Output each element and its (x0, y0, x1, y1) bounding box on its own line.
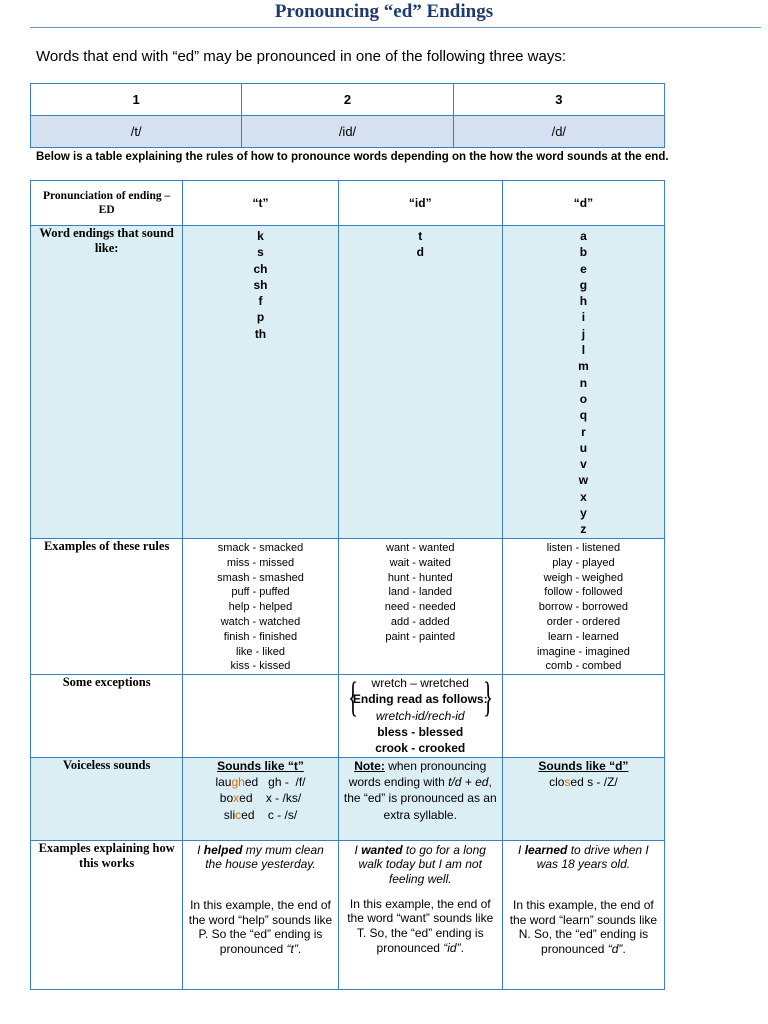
way-number-2: 2 (242, 84, 453, 116)
rules-header-row (31, 181, 665, 226)
way-sound-1: /t/ (31, 116, 242, 148)
list-item: miss - missed (226, 556, 295, 569)
endings-id-list (339, 226, 502, 261)
list-item: land - landed (388, 586, 453, 599)
list-item: m (578, 359, 589, 374)
pronunciation-ways-table (30, 83, 665, 148)
explain-label: Examples explaining how this works (38, 840, 175, 870)
list-item: sh (253, 277, 268, 292)
list-item: th (254, 326, 267, 341)
list-item: hunt - hunted (387, 571, 453, 584)
voiceless-t-heading: Sounds like “t” (217, 758, 304, 773)
list-item: r (581, 424, 586, 439)
voiceless-d-row: closed s - /Z/ (549, 774, 618, 789)
examples-row (31, 539, 665, 675)
list-item: t (418, 229, 423, 243)
exceptions-row (31, 675, 665, 757)
list-item: borrow - borrowed (538, 601, 629, 614)
list-item: h (579, 294, 588, 309)
list-item: need - needed (384, 601, 456, 614)
list-item: watch - watched (220, 615, 301, 628)
list-item: e (580, 261, 587, 276)
list-item: like - liked (236, 645, 285, 658)
voiceless-t-row-1: laughed gh - /f/ (215, 774, 306, 789)
list-item: comb - combed (545, 660, 622, 673)
header-t: “t” (183, 181, 338, 226)
list-item: d (416, 245, 424, 260)
list-item: g (579, 277, 588, 292)
list-item: weigh - weighed (543, 571, 624, 584)
exception-line-1: wretch – wretched (371, 676, 469, 691)
list-item: paint - painted (385, 630, 456, 643)
explain-id-note: In this example, the end of the word “want” sounds like T. So, the “ed” ending is pronounced “id”. (347, 896, 494, 955)
list-item: listen - listened (546, 542, 621, 554)
list-item: f (258, 294, 263, 309)
list-item: o (579, 391, 588, 406)
list-item: k (257, 229, 264, 243)
right-brace: } (482, 675, 493, 722)
exception-line-4: bless - blessed (377, 725, 464, 740)
header-label: Pronunciation of ending – ED (43, 190, 171, 216)
endings-t-list (183, 226, 337, 342)
list-item: play - played (552, 556, 615, 569)
examples-id-list (339, 539, 502, 645)
list-item: smash - smashed (217, 571, 304, 584)
voiceless-row (31, 757, 665, 840)
ways-sound-row (31, 116, 665, 148)
list-item: x (580, 489, 587, 504)
list-item: i (581, 310, 586, 325)
way-sound-2: /id/ (242, 116, 453, 148)
list-item: b (579, 245, 588, 260)
list-item: wait - waited (389, 556, 451, 569)
list-item: finish - finished (223, 630, 298, 643)
exceptions-t-cell (183, 675, 338, 757)
way-number-3: 3 (453, 84, 664, 116)
explain-row (31, 840, 665, 989)
list-item: u (579, 440, 588, 455)
list-item: n (579, 375, 588, 390)
list-item: add - added (390, 615, 450, 628)
list-item: smack - smacked (217, 542, 304, 554)
intro-text: Words that end with “ed” may be pronounced in one of the following three ways: (36, 48, 567, 65)
header-id: “id” (338, 181, 502, 226)
explain-d-sentence: I learned to drive when I was 18 years old. (518, 842, 649, 872)
exceptions-label: Some exceptions (62, 675, 151, 690)
header-d: “d” (502, 181, 664, 226)
rules-table (30, 180, 665, 990)
voiceless-t-row-2: boxed x - /ks/ (219, 791, 302, 806)
explain-d-note: In this example, the end of the word “learn” sounds like N. So, the “ed” ending is pronounced “d”. (509, 898, 658, 957)
list-item: s (257, 245, 264, 260)
table-explanation-text: Below is a table explaining the rules of how to pronounce words depending on the how the word sounds at the end. (36, 151, 669, 163)
explain-id-sentence: I wanted to go for a long walk today but I am not feeling well. (354, 842, 486, 887)
list-item: ch (253, 261, 268, 276)
exception-brace-group (345, 675, 496, 724)
title-divider (30, 27, 761, 28)
list-item: p (256, 310, 265, 325)
list-item: help - helped (228, 601, 293, 614)
exception-line-2: Ending read as follows: (352, 692, 488, 707)
list-item: w (578, 473, 589, 488)
examples-t-list (183, 539, 337, 674)
list-item: learn - learned (547, 630, 619, 643)
list-item: follow - followed (544, 586, 623, 599)
voiceless-t-row-3: sliced c - /s/ (223, 807, 298, 822)
page-title: Pronouncing “ed” Endings (274, 1, 494, 22)
examples-d-list (503, 539, 664, 674)
voiceless-id-note: Note: when pronouncing words ending with t/d + ed, the “ed” is pronounced as an extra syllable. (338, 757, 502, 840)
exception-line-3: wretch-id/rech-id (375, 708, 465, 723)
list-item: l (581, 343, 586, 358)
endings-label: Word endings that sound like: (39, 226, 174, 255)
voiceless-d-heading: Sounds like “d” (538, 758, 629, 773)
left-brace: { (347, 675, 358, 722)
exception-line-5: crook - crooked (375, 741, 466, 756)
list-item: kiss - kissed (230, 660, 291, 673)
explain-t-sentence: I helped my mum clean the house yesterday. (197, 842, 324, 872)
endings-d-list (503, 226, 664, 538)
list-item: want - wanted (386, 542, 455, 554)
list-item: imagine - imagined (536, 645, 630, 658)
list-item: a (580, 229, 587, 243)
explain-t-note: In this example, the end of the word “help” sounds like P. So the “ed” ending is pronounced “t”. (188, 898, 333, 957)
endings-row (31, 226, 665, 539)
list-item: v (580, 457, 587, 472)
list-item: q (579, 408, 588, 423)
examples-label: Examples of these rules (43, 539, 170, 553)
list-item: order - ordered (546, 615, 621, 628)
exceptions-d-cell (502, 675, 664, 757)
way-number-1: 1 (31, 84, 242, 116)
list-item: puff - puffed (231, 586, 290, 599)
ways-number-row (31, 84, 665, 116)
list-item: j (581, 326, 586, 341)
list-item: y (580, 506, 587, 521)
voiceless-label: Voiceless sounds (62, 757, 151, 772)
way-sound-3: /d/ (453, 116, 664, 148)
list-item: z (580, 522, 587, 537)
